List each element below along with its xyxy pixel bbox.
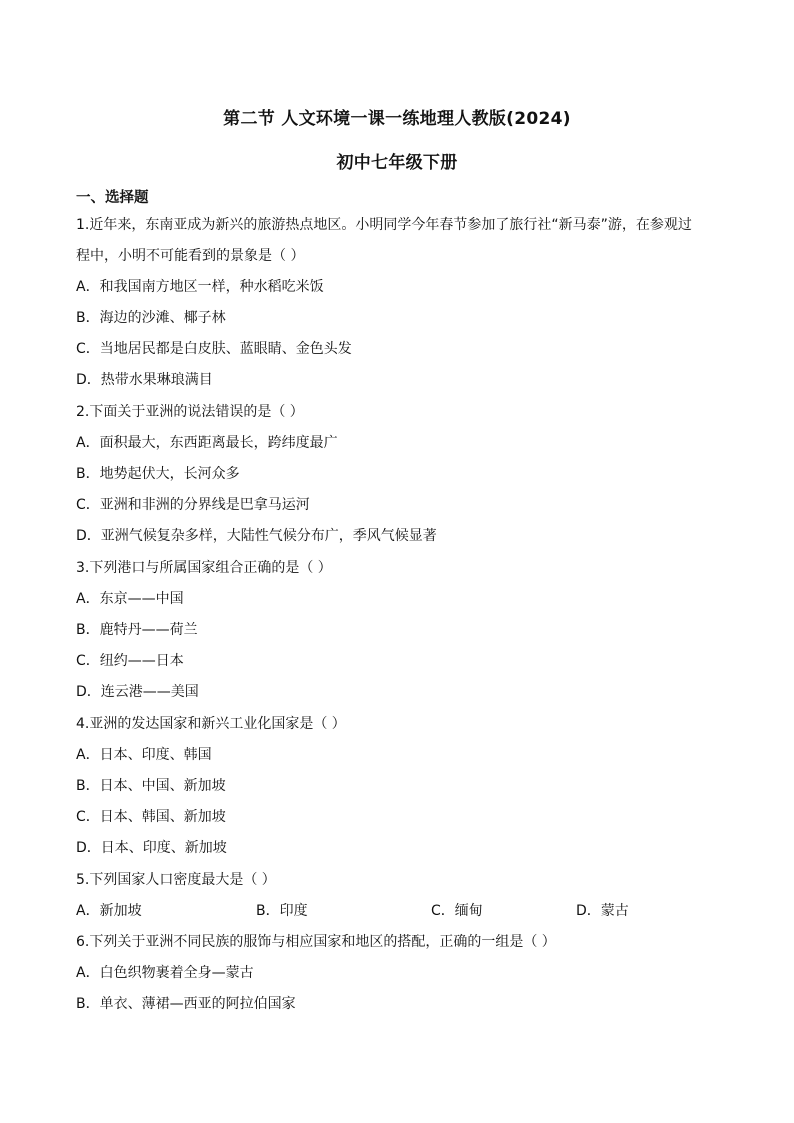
question-5-option-a: A．新加坡 xyxy=(76,903,142,919)
question-5-option-d: D．蒙古 xyxy=(576,903,629,919)
question-5-stem: 5.下列国家人口密度最大是（ ） xyxy=(76,872,276,888)
document-title: 第二节 人文环境一课一练地理人教版(2024) xyxy=(223,109,571,129)
question-2-option-b: B．地势起伏大，长河众多 xyxy=(76,466,240,482)
question-3-stem: 3.下列港口与所属国家组合正确的是（ ） xyxy=(76,560,332,576)
question-4-stem: 4.亚洲的发达国家和新兴工业化国家是（ ） xyxy=(76,716,346,732)
question-6-option-a: A．白色织物裹着全身—蒙古 xyxy=(76,965,254,981)
question-6-stem: 6.下列关于亚洲不同民族的服饰与相应国家和地区的搭配，正确的一组是（ ） xyxy=(76,934,556,950)
question-5-options-row xyxy=(76,901,726,921)
question-3-option-c: C．纽约——日本 xyxy=(76,653,184,669)
question-2-option-d: D．亚洲气候复杂多样，大陆性气候分布广，季风气候显著 xyxy=(76,528,437,544)
question-4-option-a: A．日本、印度、韩国 xyxy=(76,747,212,763)
document-subtitle: 初中七年级下册 xyxy=(336,153,458,173)
question-1-option-a: A．和我国南方地区一样，种水稻吃米饭 xyxy=(76,279,324,295)
question-1-stem-line-1: 1.近年来，东南亚成为新兴的旅游热点地区。小明同学今年春节参加了旅行社“新马泰”游，在参观过 xyxy=(76,217,692,233)
question-2-option-a: A．面积最大，东西距离最长，跨纬度最广 xyxy=(76,435,338,451)
section-heading: 一、选择题 xyxy=(76,190,149,206)
question-3-option-b: B．鹿特丹——荷兰 xyxy=(76,622,198,638)
question-5-option-b: B．印度 xyxy=(256,903,308,919)
question-4-option-c: C．日本、韩国、新加坡 xyxy=(76,809,226,825)
question-1-option-c: C．当地居民都是白皮肤、蓝眼睛、金色头发 xyxy=(76,341,352,357)
question-2-stem: 2.下面关于亚洲的说法错误的是（ ） xyxy=(76,404,304,420)
question-4-option-d: D．日本、印度、新加坡 xyxy=(76,840,227,856)
question-1-option-b: B．海边的沙滩、椰子林 xyxy=(76,310,226,326)
question-3-option-d: D．连云港——美国 xyxy=(76,684,199,700)
question-6-option-b: B．单衣、薄裙—西亚的阿拉伯国家 xyxy=(76,996,296,1012)
question-2-option-c: C．亚洲和非洲的分界线是巴拿马运河 xyxy=(76,497,310,513)
question-4-option-b: B．日本、中国、新加坡 xyxy=(76,778,226,794)
question-5-option-c: C．缅甸 xyxy=(431,903,483,919)
question-1-stem-line-2: 程中，小明不可能看到的景象是（ ） xyxy=(76,248,305,264)
question-3-option-a: A．东京——中国 xyxy=(76,591,184,607)
question-1-option-d: D．热带水果琳琅满目 xyxy=(76,372,213,388)
